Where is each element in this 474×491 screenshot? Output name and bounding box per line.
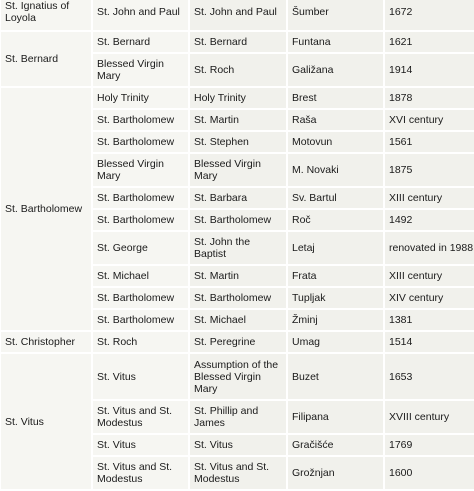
cell-altar: Holy Trinity (189, 87, 287, 109)
cell-altar: St. Roch (189, 53, 287, 87)
table-row (0, 331, 474, 353)
cell-date: 1769 (384, 434, 474, 456)
cell-altar: St. Bartholomew (189, 287, 287, 309)
cell-date: XIV century (384, 287, 474, 309)
cell-altar: St. John the Baptist (189, 231, 287, 265)
cell-date: 1914 (384, 53, 474, 87)
cell-altar: Assumption of the Blessed Virgin Mary (189, 353, 287, 400)
cell-dedication: Blessed Virgin Mary (92, 53, 189, 87)
cell-altar: St. John and Paul (189, 0, 287, 31)
cell-saint: St. Ignatius of Loyola (0, 0, 92, 31)
cell-location: Galižana (287, 53, 384, 87)
cell-saint: St. Bartholomew (0, 87, 92, 331)
cell-altar: St. Vitus (189, 434, 287, 456)
cell-altar: St. Stephen (189, 131, 287, 153)
cell-location: Šumber (287, 0, 384, 31)
cell-altar: St. Phillip and James (189, 400, 287, 434)
cell-dedication: St. Vitus (92, 434, 189, 456)
cell-location: Raša (287, 109, 384, 131)
cell-date: 1653 (384, 353, 474, 400)
cell-date: 1875 (384, 153, 474, 187)
cell-dedication: St. Roch (92, 331, 189, 353)
cell-date: 1492 (384, 209, 474, 231)
cell-dedication: St. George (92, 231, 189, 265)
cell-saint: St. Christopher (0, 331, 92, 353)
cell-date: XIII century (384, 265, 474, 287)
cell-location: Umag (287, 331, 384, 353)
cell-dedication: St. John and Paul (92, 0, 189, 31)
table-row (0, 353, 474, 400)
cell-dedication: St. Bartholomew (92, 309, 189, 331)
cell-location: Žminj (287, 309, 384, 331)
cell-altar: Blessed Virgin Mary (189, 153, 287, 187)
cell-dedication: St. Vitus and St. Modestus (92, 400, 189, 434)
cell-date: XIII century (384, 187, 474, 209)
cell-location: Motovun (287, 131, 384, 153)
cell-altar: St. Barbara (189, 187, 287, 209)
cell-date: XVI century (384, 109, 474, 131)
cell-altar: St. Vitus and St. Modestus (189, 456, 287, 490)
cell-date: 1621 (384, 31, 474, 53)
cell-altar: St. Bartholomew (189, 209, 287, 231)
cell-location: Gračišće (287, 434, 384, 456)
cell-date: 1514 (384, 331, 474, 353)
cell-altar: St. Martin (189, 265, 287, 287)
cell-dedication: St. Vitus (92, 353, 189, 400)
cell-location: Brest (287, 87, 384, 109)
cell-altar: St. Michael (189, 309, 287, 331)
cell-dedication: St. Bernard (92, 31, 189, 53)
cell-date: 1672 (384, 0, 474, 31)
cell-dedication: St. Bartholomew (92, 187, 189, 209)
cell-location: Roč (287, 209, 384, 231)
cell-dedication: St. Bartholomew (92, 209, 189, 231)
cell-location: Letaj (287, 231, 384, 265)
cell-saint: St. Bernard (0, 31, 92, 87)
cell-altar: St. Martin (189, 109, 287, 131)
cell-date: 1878 (384, 87, 474, 109)
cell-location: Grožnjan (287, 456, 384, 490)
cell-location: Frata (287, 265, 384, 287)
cell-date: XVIII century (384, 400, 474, 434)
cell-location: Funtana (287, 31, 384, 53)
cell-location: M. Novaki (287, 153, 384, 187)
cell-location: Filipana (287, 400, 384, 434)
cell-dedication: Holy Trinity (92, 87, 189, 109)
cell-date: 1600 (384, 456, 474, 490)
cell-location: Tupljak (287, 287, 384, 309)
cell-saint: St. Vitus (0, 353, 92, 490)
table-row (0, 31, 474, 53)
cell-location: Sv. Bartul (287, 187, 384, 209)
cell-altar: St. Peregrine (189, 331, 287, 353)
table-row (0, 0, 474, 31)
cell-dedication: St. Bartholomew (92, 109, 189, 131)
cell-date: renovated in 1988 (384, 231, 474, 265)
cell-date: 1381 (384, 309, 474, 331)
cell-dedication: St. Michael (92, 265, 189, 287)
cell-dedication: St. Bartholomew (92, 287, 189, 309)
cell-altar: St. Bernard (189, 31, 287, 53)
cell-dedication: St. Bartholomew (92, 131, 189, 153)
cell-dedication: St. Vitus and St. Modestus (92, 456, 189, 490)
cell-date: 1561 (384, 131, 474, 153)
table-row (0, 87, 474, 109)
cell-location: Buzet (287, 353, 384, 400)
cell-dedication: Blessed Virgin Mary (92, 153, 189, 187)
